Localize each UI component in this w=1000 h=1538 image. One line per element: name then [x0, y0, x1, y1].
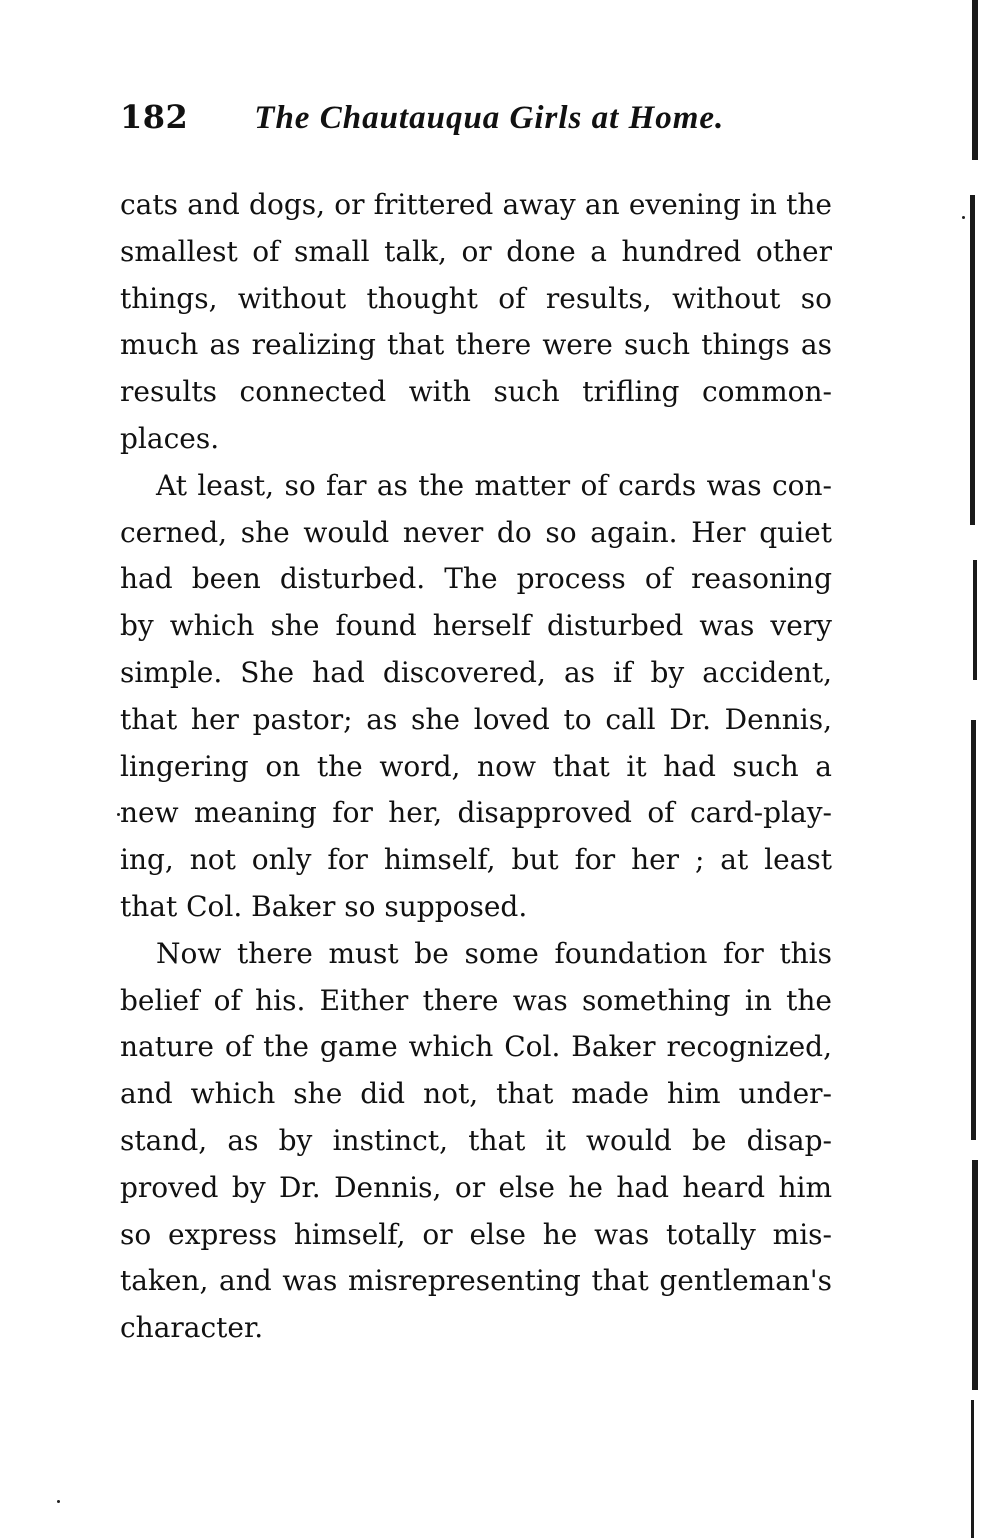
text-line: cerned, she would never do so again. Her quiet	[120, 515, 832, 549]
text-body	[120, 182, 832, 1352]
print-speck	[962, 216, 965, 219]
paragraph-3	[120, 931, 832, 1352]
text-line: simple. She had discovered, as if by accident,	[120, 655, 832, 689]
text-line: that her pastor; as she loved to call Dr. Dennis,	[120, 702, 832, 736]
text-line: and which she did not, that made him under-	[120, 1077, 832, 1111]
text-line: character.	[120, 1311, 264, 1345]
paragraph-1	[120, 182, 832, 463]
text-line: things, without thought of results, without so	[120, 281, 832, 315]
text-line: that Col. Baker so supposed.	[120, 889, 528, 923]
paragraph-2	[120, 463, 832, 931]
print-speck	[57, 1500, 60, 1503]
text-line: At least, so far as the matter of cards was con-	[156, 468, 832, 502]
text-line: taken, and was misrepresenting that gentleman's	[120, 1264, 832, 1298]
text-line: ing, not only for himself, but for her ; at least	[120, 843, 832, 877]
text-line: smallest of small talk, or done a hundred other	[120, 234, 832, 268]
text-line: had been disturbed. The process of reasoning	[120, 562, 832, 596]
print-speck	[117, 813, 120, 816]
binding-edge	[970, 0, 1000, 1538]
text-line: new meaning for her, disapproved of card-play-	[120, 796, 832, 830]
text-line: proved by Dr. Dennis, or else he had heard him	[120, 1170, 832, 1204]
text-line: places.	[120, 421, 220, 455]
text-line: Now there must be some foundation for this	[156, 936, 832, 970]
text-line: belief of his. Either there was something in the	[120, 983, 832, 1017]
page-header	[120, 98, 830, 148]
text-line: results connected with such trifling common-	[120, 375, 832, 409]
text-line: much as realizing that there were such things as	[120, 328, 832, 362]
text-line: cats and dogs, or frittered away an evening in the	[120, 188, 832, 221]
page-number: 182	[120, 98, 189, 136]
text-line: stand, as by instinct, that it would be disap-	[120, 1123, 832, 1157]
text-line: nature of the game which Col. Baker recognized,	[120, 1030, 832, 1064]
text-line: so express himself, or else he was totally mis-	[120, 1217, 832, 1251]
running-title: The Chautauqua Girls at Home.	[254, 100, 725, 136]
text-line: lingering on the word, now that it had such a	[120, 749, 832, 783]
text-line: by which she found herself disturbed was very	[120, 609, 832, 643]
